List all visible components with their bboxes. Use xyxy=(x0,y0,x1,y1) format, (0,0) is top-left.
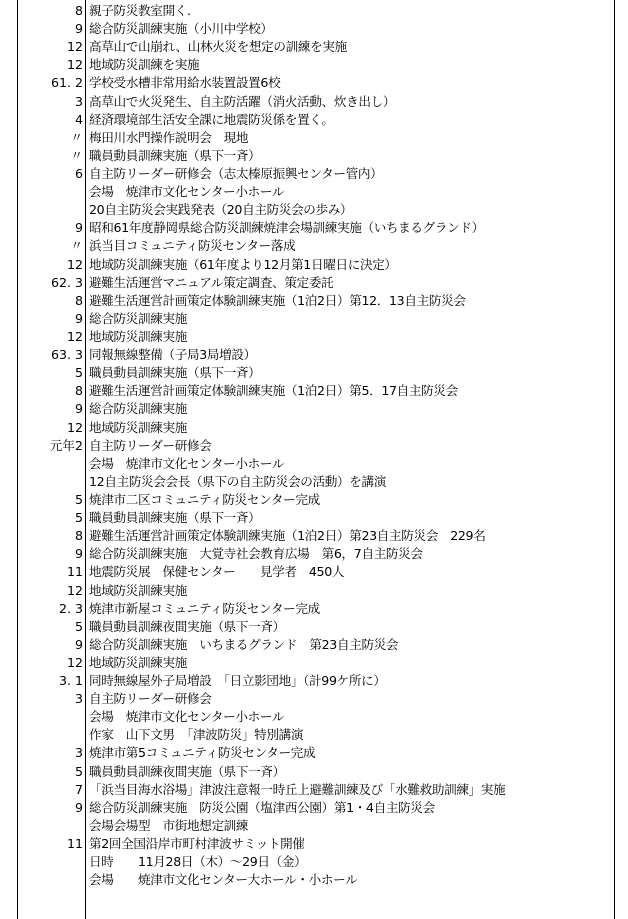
row-date: 9 xyxy=(74,401,83,417)
chronology-table xyxy=(0,2,628,889)
row-date: 12 xyxy=(66,582,83,598)
row-date: 3. 1 xyxy=(58,673,83,689)
row-date: 3 xyxy=(74,691,83,707)
row-text: 焼津市二区コミュニティ防災センター完成 xyxy=(89,491,320,507)
row-text: 総合防災訓練実施 xyxy=(89,401,187,417)
table-row xyxy=(0,563,628,581)
table-row xyxy=(0,93,628,111)
table-row xyxy=(0,708,628,726)
table-row xyxy=(0,2,628,20)
table-row xyxy=(0,726,628,744)
row-date: 11 xyxy=(66,836,83,852)
row-text: 梅田川水門操作説明会 現地 xyxy=(89,129,249,145)
row-date: 8 xyxy=(74,292,83,308)
table-row xyxy=(0,38,628,56)
table-row xyxy=(0,219,628,237)
row-text: 作家 山下文男 「津波防災」特別講演 xyxy=(89,727,304,743)
row-date: 12 xyxy=(66,57,83,73)
row-text: 第2回全国沿岸市町村津波サミット開催 xyxy=(89,836,305,852)
row-text: 焼津市第5コミュニティ防災センター完成 xyxy=(89,745,316,761)
row-date: 8 xyxy=(74,383,83,399)
row-text: 地域防災訓練実施（61年度より12月第1日曜日に決定） xyxy=(89,256,397,272)
row-date: 5 xyxy=(74,491,83,507)
row-date: 61. 2 xyxy=(50,75,83,91)
table-row xyxy=(0,400,628,418)
table-row xyxy=(0,74,628,92)
table-row xyxy=(0,292,628,310)
table-row xyxy=(0,672,628,690)
row-date: 12 xyxy=(66,256,83,272)
row-text: 親子防災教室開く. xyxy=(89,3,191,18)
row-text: 総合防災訓練実施（小川中学校） xyxy=(89,21,273,37)
table-row xyxy=(0,835,628,853)
row-date: 63. 3 xyxy=(50,347,83,363)
row-text: 会場 焼津市文化センター小ホール xyxy=(89,709,285,725)
table-row xyxy=(0,654,628,672)
row-text: 会場 焼津市文化センター大ホール・小ホール xyxy=(89,872,358,888)
table-row xyxy=(0,763,628,781)
table-row xyxy=(0,817,628,835)
table-row xyxy=(0,744,628,762)
row-date: 〃 xyxy=(70,129,83,145)
row-text: 職員動員訓練夜間実施（県下一斉） xyxy=(89,618,285,634)
row-date: 12 xyxy=(66,419,83,435)
row-text: 自主防リーダー研修会 xyxy=(89,437,212,453)
table-row xyxy=(0,364,628,382)
row-date: 〃 xyxy=(70,238,83,254)
row-text: 昭和61年度静岡県総合防災訓練焼津会場訓練実施（いちまるグランド） xyxy=(89,220,484,236)
row-text: 総合防災訓練実施 防災公園（塩津西公園）第1・4自主防災会 xyxy=(89,799,435,815)
table-row xyxy=(0,56,628,74)
row-date: 5 xyxy=(74,618,83,634)
row-date: 元年2 xyxy=(49,437,83,453)
table-row xyxy=(0,781,628,799)
table-row xyxy=(0,346,628,364)
table-row xyxy=(0,527,628,545)
row-text: 地震防災展 保健センター 見学者 450人 xyxy=(89,564,345,580)
row-text: 自主防リーダー研修会 xyxy=(89,691,212,707)
table-row xyxy=(0,853,628,871)
table-row xyxy=(0,256,628,274)
row-text: 地域防災訓練実施 xyxy=(89,419,187,435)
row-date: 8 xyxy=(74,3,83,18)
row-text: 職員動員訓練実施（県下一斉） xyxy=(89,365,261,381)
row-date: 5 xyxy=(74,510,83,526)
table-row xyxy=(0,328,628,346)
table-row xyxy=(0,437,628,455)
row-text: 避難生活運営計画策定体験訓練実施（1泊2日）第12．13自主防災会 xyxy=(89,292,466,308)
table-row xyxy=(0,20,628,38)
table-row xyxy=(0,183,628,201)
row-text: 職員動員訓練実施（県下一斉） xyxy=(89,510,261,526)
row-text: 同報無線整備（子局3局増設） xyxy=(89,347,256,363)
row-text: 職員動員訓練実施（県下一斉） xyxy=(89,147,261,163)
row-date: 3 xyxy=(74,93,83,109)
row-date: 6 xyxy=(74,165,83,181)
row-date: 9 xyxy=(74,636,83,652)
row-date: 9 xyxy=(74,546,83,562)
row-text: 浜当目コミュニティ防災センター落成 xyxy=(89,238,296,254)
row-text: 地域防災訓練を実施 xyxy=(89,57,200,73)
row-date: 5 xyxy=(74,763,83,779)
row-date: 5 xyxy=(74,365,83,381)
row-date: 12 xyxy=(66,654,83,670)
row-date: 12 xyxy=(66,39,83,55)
row-text: 避難生活運営計画策定体験訓練実施（1泊2日）第5．17自主防災会 xyxy=(89,383,458,399)
row-text: 日時 11月28日（木）〜29日（金） xyxy=(89,854,307,870)
table-row xyxy=(0,473,628,491)
row-date: 4 xyxy=(74,111,83,127)
row-date: 〃 xyxy=(70,147,83,163)
table-row xyxy=(0,111,628,129)
row-date: 11 xyxy=(66,564,83,580)
table-row xyxy=(0,582,628,600)
row-date: 7 xyxy=(74,781,83,797)
row-date: 9 xyxy=(74,799,83,815)
table-row xyxy=(0,129,628,147)
table-row xyxy=(0,455,628,473)
row-text: 会場 焼津市文化センター小ホール xyxy=(89,455,285,471)
row-text: 経済環境部生活安全課に地震防災係を置く。 xyxy=(89,111,334,127)
row-text: 自主防リーダー研修会（志太榛原振興センター管内） xyxy=(89,165,383,181)
row-text: 避難生活運営マニュアル策定調査、策定委託 xyxy=(89,274,334,290)
row-date: 12 xyxy=(66,328,83,344)
table-row xyxy=(0,491,628,509)
row-text: 総合防災訓練実施 xyxy=(89,310,187,326)
row-date: 2. 3 xyxy=(58,600,83,616)
row-text: 地域防災訓練実施 xyxy=(89,654,187,670)
row-date: 3 xyxy=(74,745,83,761)
table-row xyxy=(0,237,628,255)
row-text: 焼津市新屋コミュニティ防災センター完成 xyxy=(89,600,320,616)
row-date: 62. 3 xyxy=(50,274,83,290)
row-text: 同時無線屋外子局増設 「日立影団地」（計99ケ所に） xyxy=(89,673,386,689)
table-row xyxy=(0,545,628,563)
row-text: 会場会場型 市街地想定訓練 xyxy=(89,817,249,833)
table-row xyxy=(0,419,628,437)
row-text: 20自主防災会実践発表（20自主防災会の歩み） xyxy=(89,202,353,218)
row-text: 学校受水槽非常用給水装置設置6校 xyxy=(89,75,281,91)
table-row xyxy=(0,600,628,618)
table-row xyxy=(0,636,628,654)
row-text: 高草山で火災発生、自主防活躍（消火活動、炊き出し） xyxy=(89,93,396,109)
row-text: 職員動員訓練夜間実施（県下一斉） xyxy=(89,763,285,779)
table-row xyxy=(0,509,628,527)
row-date: 9 xyxy=(74,310,83,326)
table-row xyxy=(0,274,628,292)
row-text: 総合防災訓練実施 いちまるグランド 第23自主防災会 xyxy=(89,636,399,652)
table-row xyxy=(0,690,628,708)
table-row xyxy=(0,310,628,328)
row-text: 12自主防災会会長（県下の自主防災会の活動）を講演 xyxy=(89,473,386,489)
table-row xyxy=(0,618,628,636)
row-text: 総合防災訓練実施 大覚寺社会教育広場 第6，7自主防災会 xyxy=(89,546,423,562)
table-row xyxy=(0,871,628,889)
table-row xyxy=(0,147,628,165)
row-text: 「浜当目海水浴場」津波注意報一時丘上避難訓練及び「水難救助訓練」実施 xyxy=(89,781,506,797)
row-date: 8 xyxy=(74,528,83,544)
table-row xyxy=(0,799,628,817)
row-text: 地域防災訓練実施 xyxy=(89,328,187,344)
table-row xyxy=(0,382,628,400)
row-text: 会場 焼津市文化センター小ホール xyxy=(89,184,285,200)
row-text: 高草山で山崩れ、山林火災を想定の訓練を実施 xyxy=(89,39,347,55)
row-date: 9 xyxy=(74,220,83,236)
table-row xyxy=(0,165,628,183)
row-text: 地域防災訓練実施 xyxy=(89,582,187,598)
row-date: 9 xyxy=(74,21,83,37)
table-row xyxy=(0,201,628,219)
row-text: 避難生活運営計画策定体験訓練実施（1泊2日）第23自主防災会 229名 xyxy=(89,528,486,544)
